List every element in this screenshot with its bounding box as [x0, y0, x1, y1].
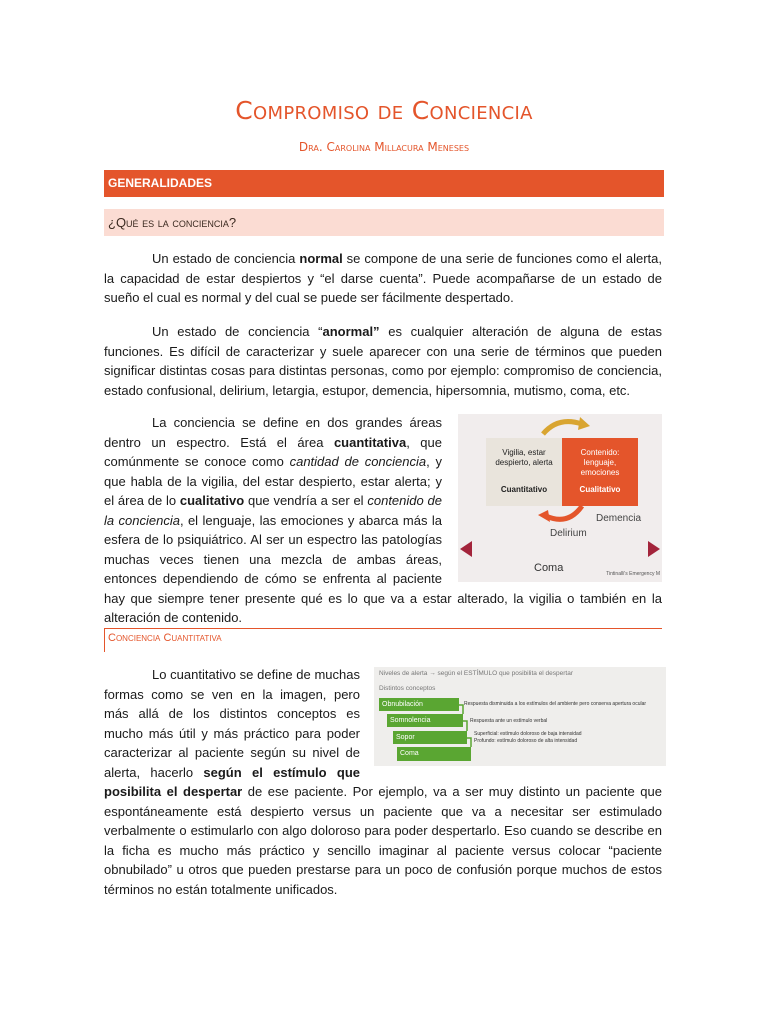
spectrum-figure — [458, 414, 662, 582]
level-connectors — [374, 667, 666, 766]
italic-term: cantidad de conciencia — [289, 454, 427, 469]
bold-term: normal — [299, 251, 343, 266]
text: es cualquier alteración de alguna de estas funciones. Es difícil de caracterizar y suele aparecer con una serie de términos que pueden significar distintas cosas para distintas personas, como por ejemplo: compromiso de conciencia, estado confusional, delirium, letargia, estupor, demencia, hipersomnia, mutismo, coma, etc. — [104, 324, 663, 398]
level-step-obnubilacion: Obnubilación — [379, 698, 459, 711]
quantitative-description: Vigilia, estar despierto, alerta — [495, 448, 553, 467]
text: La conciencia se define en dos grandes áreas dentro un espectro. Está el área — [104, 415, 442, 450]
cycle-arrowhead-bottom — [538, 510, 550, 522]
text: Lo cuantitativo se define de muchas formas como se ven en la imagen, pero más allá de los distintos conceptos es mucho más útil y más práctico para poder caracterizar al paciente según su nivel de alerta, hacerlo — [104, 667, 360, 780]
spectrum-arrowhead-right — [648, 541, 660, 557]
paragraph-abnormal — [104, 322, 662, 400]
text: , y que habla de la vigilia, del estar despierto, estar alerta; y el área de lo — [104, 454, 443, 508]
spectrum-diagram — [458, 414, 662, 582]
delirium-label: Delirium — [550, 528, 587, 539]
paragraph-normal — [104, 249, 662, 308]
text: Un estado de conciencia — [152, 251, 300, 266]
text: , que comúnmente se conoce como — [104, 434, 442, 469]
text: de ese paciente. Por ejemplo, va a ser muy distinto un paciente que espontáneamente está despierto versus un paciente que va a necesitar ser estimulado verbalmente o estimularlo con algo doloroso para poder despertarlo. Eso cuando se describe en la ficha es mucho más práctico y sencillo imaginar al paciente versus colocar “paciente obnubilado” u otros que pueden prestarse para un poco de confusión porque muchos de estos términos no están totalmente unificados. — [104, 784, 662, 897]
spectrum-arrowhead-left — [460, 541, 472, 557]
demencia-label: Demencia — [596, 513, 642, 524]
connector-arrow — [467, 738, 471, 747]
document-author: Dra. Carolina Millacura Meneses — [298, 140, 470, 154]
quantitative-heading: Conciencia Cuantitativa — [104, 628, 662, 652]
cycle-arrow-bottom — [546, 506, 582, 519]
level-description-sopor-superficial: Superficial: estímulo doloroso de baja intensidad — [474, 731, 582, 737]
bold-term: anormal” — [322, 324, 380, 339]
text: Un estado de conciencia “ — [152, 324, 323, 339]
alert-levels-subtitle: Distintos conceptos — [379, 685, 436, 692]
qualitative-label: Cualitativo — [579, 485, 621, 494]
bold-term: según el estímulo que posibilita el despertar — [104, 764, 360, 799]
cycle-arrow-top — [543, 422, 582, 434]
figure-credit: Tintinalli's Emergency M — [606, 571, 660, 577]
bold-term: cualitativo — [179, 493, 245, 508]
level-description-somnolencia: Respuesta ante un estímulo verbal — [470, 718, 548, 724]
alert-levels-title: Niveles de alerta → según el ESTÍMULO que posibilita el despertar — [379, 670, 574, 677]
text: se compone de una serie de funciones como el alerta, la capacidad de estar despiertos y “el darse cuenta”. Puede acompañarse de un estado de sueño el cual es normal y del cual se puede ser fácilmente despertado. — [104, 251, 662, 305]
cycle-arrowhead-top — [578, 417, 590, 430]
bold-term: cuantitativa — [333, 434, 407, 450]
italic-term: contenido de la conciencia — [104, 493, 442, 528]
document-title: Compromiso de Conciencia — [235, 96, 533, 125]
quantitative-label: Cuantitativo — [500, 485, 548, 494]
text: , el lenguaje, las emociones y abarca más la esfera de lo psiquiátrico. Al ser un espectro las patologías muchas veces tienen una mezcla de ambas áreas, entonces dependiendo de cómo se enfrenta al paciente hay que siempre tener presente qué es lo que va a estar alterado, la vigilia o también en la alteración de contenido. — [104, 512, 662, 625]
connector-arrow — [459, 705, 463, 714]
subsection-heading: ¿Qué es la conciencia? — [104, 209, 664, 236]
section-heading: GENERALIDADES — [104, 170, 664, 197]
qualitative-description: Contenido: lenguaje, emociones — [580, 448, 620, 477]
level-step-somnolencia: Somnolencia — [387, 714, 463, 727]
level-description-sopor-profundo: Profundo: estímulo doloroso de alta intensidad — [474, 738, 578, 744]
level-step-coma: Coma — [397, 747, 471, 761]
coma-label: Coma — [534, 562, 564, 574]
alert-levels-figure — [374, 667, 666, 766]
level-step-sopor: Sopor — [393, 731, 467, 744]
connector-arrow — [463, 721, 467, 731]
text: que vendría a ser el — [244, 493, 368, 508]
level-description-obnubilacion: Respuesta disminuida a los estímulos del ambiente pero conserva apertura ocular — [464, 701, 647, 707]
